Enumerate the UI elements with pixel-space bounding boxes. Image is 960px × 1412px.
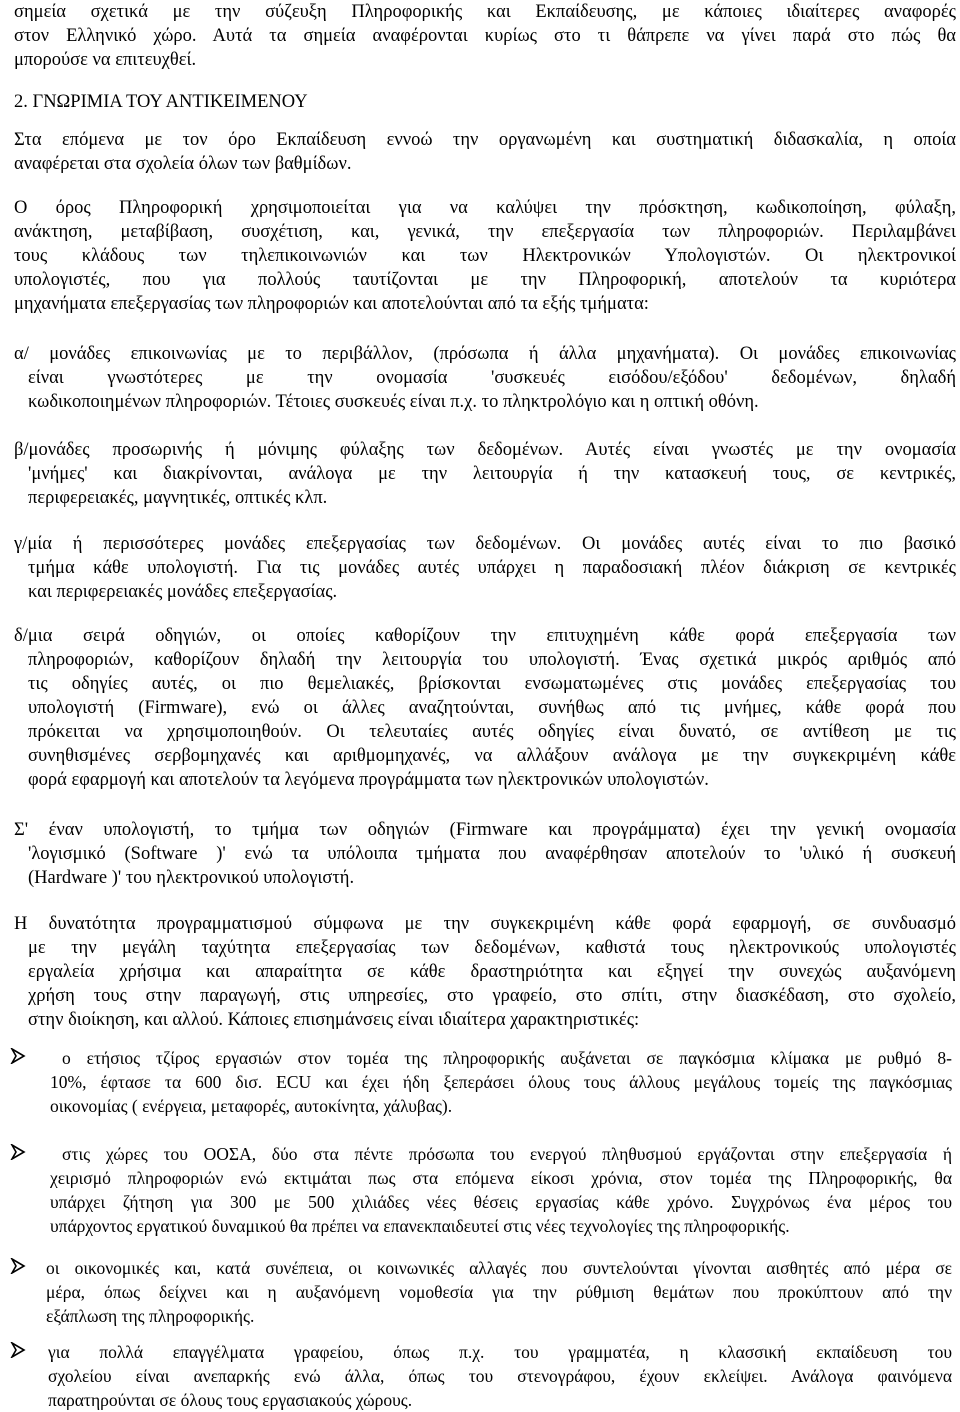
bullet-text — [48, 1340, 952, 1412]
list-item-d — [14, 624, 956, 792]
text-line: στην διοίκηση, και αλλού. Κάποιες επισημάνσεις είναι ιδιαίτερα χαρακτηριστικές: — [28, 1010, 640, 1030]
text-line: 10%, έφτασε τα 600 δισ. ECU και έχει ήδη ξεπεράσει όλους τους άλλους μεγάλους τομείς της παγκόσμιας — [50, 1072, 952, 1092]
text-line: ο ετήσιος τζίρος εργασιών στον τομέα της πληροφορικής αυξάνεται σε παγκόσμια κλίμακα με ρυθμό 8- — [62, 1048, 952, 1068]
arrowhead-bullet-icon — [10, 1048, 26, 1064]
text-line: Η δυνατότητα προγραμματισμού σύμφωνα με την συγκεκριμένη κάθε φορά εφαρμογή, σε συνδυασμό — [14, 914, 956, 934]
text-line: για πολλά επαγγέλματα γραφείου, όπως π.χ. του γραμματέα, η κλασσική εκπαίδευση του — [48, 1342, 952, 1362]
text-line: πρόκειται να χρησιμοποιηθούν. Οι τελευταίες αυτές οδηγίες είναι δυνατό, σε αντίθεση με τις — [28, 722, 956, 742]
text-line: χρήση τους στην παραγωγή, στις υπηρεσίες, στο γραφείο, στο σπίτι, στην διασκέδαση, στο σχολείο, — [28, 986, 956, 1006]
text-line: α/ μονάδες επικοινωνίας με το περιβάλλον, (πρόσωπα ή άλλα μηχανήματα). Οι μονάδες επικοινωνίας — [14, 344, 956, 364]
list-item-b — [14, 438, 956, 510]
text-line: γ/μία ή περισσότερες μονάδες επεξεργασίας των δεδομένων. Οι μονάδες αυτές είναι το πιο βασικό — [14, 534, 956, 554]
text-line: αναφέρεται στα σχολεία όλων των βαθμίδων. — [14, 154, 352, 174]
arrowhead-bullet-icon — [10, 1258, 26, 1274]
text-line: Ο όρος Πληροφορική χρησιμοποιείται για να καλύψει την πρόσκτηση, κωδικοποίηση, φύλαξη, — [14, 198, 956, 218]
text-line: μπορούσε να επιτευχθεί. — [14, 50, 197, 70]
text-line: υπολογιστή (Firmware), ενώ οι άλλες αναζητούνται, συνήθως από τις μνήμες, κάθε φορά που — [28, 698, 956, 718]
text-line: στις χώρες του ΟΟΣΑ, δύο στα πέντε πρόσωπα του ενεργού πληθυσμού εργάζονται στην επεξεργασία ή — [62, 1144, 952, 1164]
text-line: ανάκτηση, μεταβίβαση, συσχέτιση, και, γενικά, την επεξεργασία των πληροφοριών. Περιλαμβάνει — [14, 222, 956, 242]
text-line: παρατηρούνται σε όλους τους εργασιακούς χώρους. — [48, 1390, 413, 1410]
text-line: μηχανήματα επεξεργασίας των πληροφοριών και αποτελούνται από τα εξής τμήματα: — [14, 294, 649, 314]
text-line: κωδικοποιημένων πληροφοριών. Τέτοιες συσκευές είναι π.χ. το πληκτρολόγιο και η οπτική οθόνη. — [28, 392, 759, 412]
bullet-text — [50, 1046, 952, 1118]
paragraph-education-definition — [14, 128, 956, 176]
text-line: 'λογισμικό (Software )' ενώ τα υπόλοιπα τμήματα που αναφέρθησαν αποτελούν το 'υλικό ή συσκευή — [28, 844, 956, 864]
text-line: Σ' έναν υπολογιστή, το τμήμα των οδηγιών (Firmware και προγράμματα) έχει την γενική ονομασία — [14, 820, 956, 840]
text-line: με την μεγάλη ταχύτητα επεξεργασίας των δεδομένων, καθιστά τους ηλεκτρονικούς υπολογιστές — [28, 938, 956, 958]
section-heading: 2. ΓΝΩΡΙΜΙΑ ΤΟΥ ΑΝΤΙΚΕΙΜΕΝΟΥ — [14, 92, 308, 112]
list-item-c — [14, 532, 956, 604]
text-line: οικονομίας ( ενέργεια, μεταφορές, αυτοκίνητα, χάλυβας). — [50, 1096, 453, 1116]
text-line: υπολογιστές, που για πολλούς ταυτίζονται με την Πληροφορική, αποτελούν τα κυριότερα — [14, 270, 956, 290]
text-line: περιφερειακές, μαγνητικές, οπτικές κλπ. — [28, 488, 328, 508]
text-line: οι οικονομικές και, κατά συνέπεια, οι κοινωνικές αλλαγές που συντελούνται γίνονται αισθητές από μέρα σε — [46, 1258, 952, 1278]
text-line: τμήμα κάθε υπολογιστή. Για τις μονάδες αυτές υπάρχει η παραδοσιακή πλέον διάκριση σε κεντρικές — [28, 558, 956, 578]
text-line: β/μονάδες προσωρινής ή μόνιμης φύλαξης των δεδομένων. Αυτές είναι γνωστές με την ονομασία — [14, 440, 956, 460]
text-line: χειρισμό πληροφοριών ενώ εκτιμάται πως στα επόμενα είκοσι χρόνια, στον τομέα της Πληροφορικής, θα — [50, 1168, 952, 1188]
text-line: είναι γνωστότερες με την ονομασία 'συσκευές εισόδου/εξόδου' δεδομένων, δηλαδή — [28, 368, 956, 388]
text-line: μέρα, όπως δείχνει και η αυξανόμενη νομοθεσία για την ρύθμιση θεμάτων που προκύπτουν από την — [46, 1282, 952, 1302]
list-item-a — [14, 342, 956, 414]
text-line: εργαλεία χρήσιμα και απαραίτητα σε κάθε δραστηριότητα και εξηγεί την συνεχώς αυξανόμενη — [28, 962, 956, 982]
text-line: και περιφερειακές μονάδες επεξεργασίας. — [28, 582, 338, 602]
text-line: υπάρχοντος εργατικού δυναμικού θα πρέπει να επανεκπαιδευτεί στις νέες τεχνολογίες της πληροφορικής. — [50, 1216, 790, 1236]
text-line: πληροφοριών, καθορίζουν δηλαδή την λειτουργία του υπολογιστή. Ένας σχετικά μικρός αριθμός από — [28, 650, 956, 670]
text-line: φορά εφαρμογή και αποτελούν τα λεγόμενα προγράμματα των ηλεκτρονικών υπολογιστών. — [28, 770, 709, 790]
text-line: (Hardware )' του ηλεκτρονικού υπολογιστή. — [28, 868, 355, 888]
text-line: σημεία σχετικά με την σύζευξη Πληροφορικής και Εκπαίδευσης, με κάποιες ιδιαίτερες αναφορές — [14, 2, 956, 22]
text-line: εξάπλωση της πληροφορικής. — [46, 1306, 255, 1326]
paragraph-programming-capability — [14, 912, 956, 1032]
text-line: υπάρχει ζήτηση για 300 με 500 χιλιάδες νέες θέσεις εργασίας κάθε χρόνο. Συγχρόνως ένα μέρος του — [50, 1192, 952, 1212]
arrowhead-bullet-icon — [10, 1342, 26, 1358]
arrowhead-bullet-icon — [10, 1144, 26, 1160]
bullet-text — [50, 1142, 952, 1238]
text-line: σχολείου είναι ανεπαρκής ενώ άλλα, όπως του στενογράφου, έχουν εκλείψει. Ανάλογα φαινόμενα — [48, 1366, 952, 1386]
text-line: τους κλάδους των τηλεπικοινωνιών και των Ηλεκτρονικών Υπολογιστών. Οι ηλεκτρονικοί — [14, 246, 956, 266]
intro-paragraph — [14, 0, 956, 72]
text-line: Στα επόμενα με τον όρο Εκπαίδευση εννοώ την οργανωμένη και συστηματική διδασκαλία, η οποία — [14, 130, 956, 150]
text-line: στον Ελληνικό χώρο. Αυτά τα σημεία αναφέρονται κυρίως στο τι θάπρεπε να γίνει παρά στο πώς θα — [14, 26, 956, 46]
text-line: συνηθισμένες σερβομηχανές και αριθμομηχανές, να αλλάξουν ανάλογα με την συγκεκριμένη κάθε — [28, 746, 956, 766]
text-line: δ/μια σειρά οδηγιών, οι οποίες καθορίζουν την επιτυχημένη κάθε φορά επεξεργασία των — [14, 626, 956, 646]
bullet-text — [46, 1256, 952, 1328]
text-line: 'μνήμες' και διακρίνονται, ανάλογα με την λειτουργία ή την κατασκευή τους, σε κεντρικές, — [28, 464, 956, 484]
text-line: τις οδηγίες αυτές, οι πιο θεμελιακές, βρίσκονται ενσωματωμένες στις μονάδες επεξεργασίας του — [28, 674, 956, 694]
paragraph-informatics-definition — [14, 196, 956, 316]
paragraph-software-hardware — [14, 818, 956, 890]
